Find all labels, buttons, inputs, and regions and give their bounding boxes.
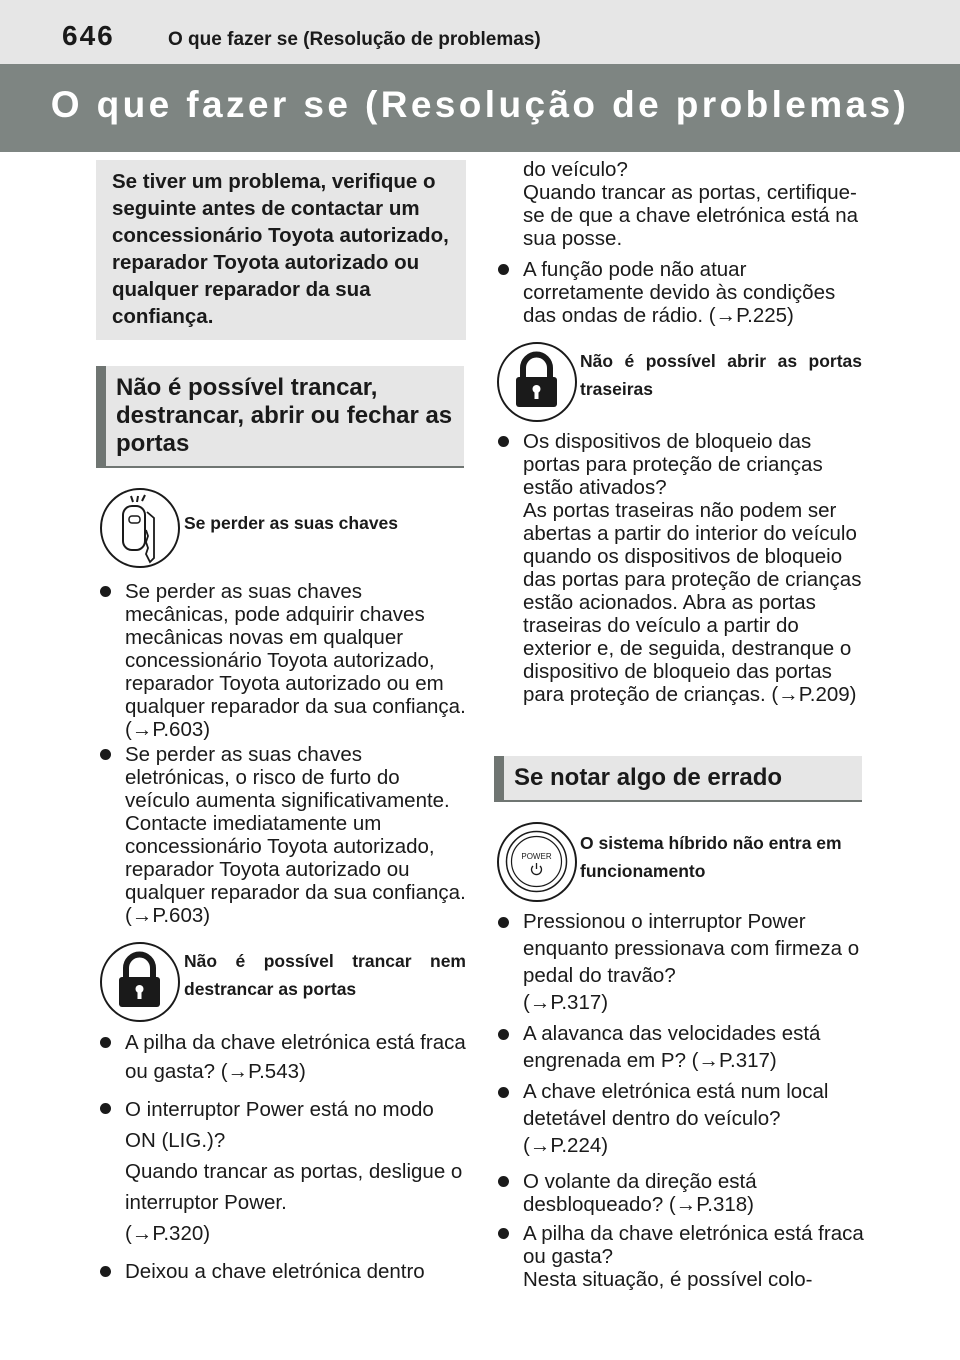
lock-icon <box>497 342 577 422</box>
title-bar <box>0 64 960 152</box>
hybrid-system-list <box>494 908 866 1163</box>
section-heading-something-wrong-text: Se notar algo de errado <box>514 764 783 791</box>
list-item-text: Se perder as suas chaves mecânicas, pode adquirir chaves mecânicas novas em qualquer concessionário Toyota autorizado, reparador Toyota autorizado ou em qualquer reparador da sua confiança.(→P.603) <box>125 580 466 741</box>
list-item <box>96 1257 470 1286</box>
list-item <box>494 908 866 1016</box>
power-label: POWER <box>521 852 552 861</box>
list-item-text: O volante da direção está desbloqueado? (→P.318) <box>523 1170 757 1216</box>
list-item <box>494 258 866 327</box>
list-item-text: A pilha da chave eletrónica está fraca ou gasta? (→P.543) <box>125 1031 466 1083</box>
list-item-text: A pilha da chave eletrónica está fraca ou gasta? Nesta situação, é possível colo- <box>523 1222 864 1291</box>
key-icon <box>100 488 180 568</box>
lock-icon <box>100 942 180 1022</box>
list-item <box>494 430 866 706</box>
sub-heading-lost-keys: Se perder as suas chaves <box>184 513 399 533</box>
list-item <box>96 1094 470 1249</box>
page-number: 646 <box>62 20 115 51</box>
intro-text: Se tiver um problema, verifique o seguinte antes de contactar um concessionário Toyota autorizado, reparador Toyota autorizado ou qualquer reparador da sua confiança. <box>112 170 449 328</box>
list-item-text: A chave eletrónica está num local detetável dentro do veículo? (→P.224) <box>523 1080 829 1157</box>
hybrid-system-list-2 <box>494 1170 866 1293</box>
radio-list <box>494 258 866 329</box>
cannot-lock-list <box>96 1028 470 1290</box>
section-heading-something-wrong <box>494 756 862 802</box>
list-item <box>494 1078 866 1159</box>
sub-heading-rear-doors: Não é possível abrir as portas traseiras <box>580 351 862 399</box>
list-item <box>494 1170 866 1216</box>
list-item <box>96 580 470 741</box>
list-item-text: A alavanca das velocidades está engrenada em P? (→P.317) <box>523 1022 821 1072</box>
list-item-text: Deixou a chave eletrónica dentro <box>125 1260 425 1283</box>
page-title: O que fazer se (Resolução de problemas) <box>50 84 910 125</box>
intro-box <box>96 160 466 340</box>
list-item-text: Se perder as suas chaves eletrónicas, o risco de furto do veículo aumenta significativamente. Contacte imediatamente um concessionário Toyota autorizado, reparador Toyota autorizado ou qualquer reparador da sua confiança. (→P.603) <box>125 743 466 927</box>
list-item-text: O interruptor Power está no modo ON (LIG.)? Quando trancar as portas, desligue o interruptor Power. (→P.320) <box>125 1098 463 1245</box>
list-item <box>494 1222 866 1291</box>
list-item-text: Pressionou o interruptor Power enquanto pressionava com firmeza o pedal do travão? (→P.317) <box>523 910 860 1014</box>
list-item <box>96 743 470 927</box>
rear-doors-list <box>494 430 866 708</box>
list-item-text: Os dispositivos de bloqueio das portas para proteção de crianças estão ativados? As portas traseiras não podem ser abertas a partir do interior do veículo quando os dispositivos de bloqueio das portas para proteção de crianças estão acionados. Abra as portas traseiras do veículo a partir do exterior e, de seguida, destranque o dispositivo de bloqueio das portas para proteção de crianças. (→P.209) <box>523 430 862 706</box>
continued-text: do veículo? Quando trancar as portas, certifique-se de que a chave eletrónica está na sua posse. <box>523 158 859 250</box>
list-item <box>96 1028 470 1086</box>
sub-heading-hybrid-system: O sistema híbrido não entra em funcionamento <box>580 833 842 881</box>
list-item-text: A função pode não atuar corretamente devido às condições das ondas de rádio. (→P.225) <box>523 258 836 327</box>
running-head: O que fazer se (Resolução de problemas) <box>168 29 541 50</box>
power-button-icon <box>497 822 577 902</box>
list-item <box>494 1020 866 1074</box>
sub-heading-cannot-lock: Não é possível trancar nem destrancar as portas <box>184 951 466 999</box>
section-heading-doors <box>96 366 464 468</box>
section-heading-doors-text: Não é possível trancar, destrancar, abrir ou fechar as portas <box>116 374 453 457</box>
lost-keys-list <box>96 580 470 929</box>
